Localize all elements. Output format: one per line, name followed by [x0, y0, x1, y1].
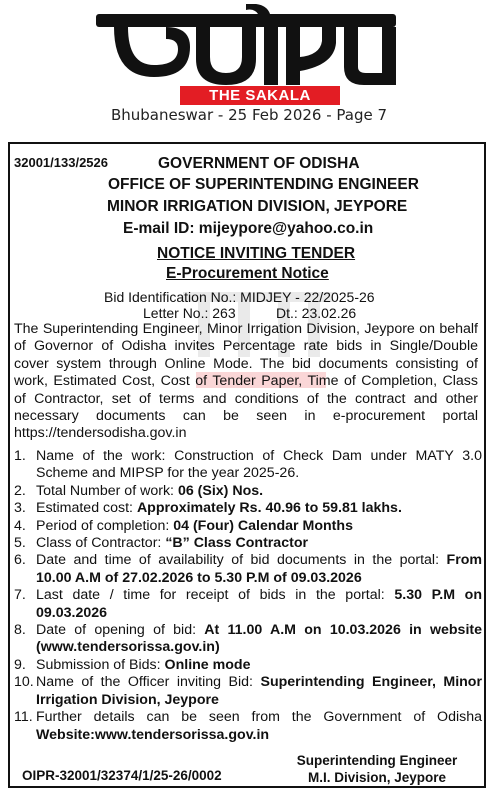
list-item: 3. Estimated cost: Approximately Rs. 40.96 to 59.81 lakhs.	[14, 500, 482, 517]
item-text: Further details can be seen from the Government of Odisha Website:www.tendersorissa.gov.in	[36, 709, 482, 743]
list-item: 10. Name of the Officer inviting Bid: Superintending Engineer, Minor Irrigation Division, Jeypore	[14, 674, 482, 708]
letter-date: Dt.: 23.02.26	[276, 305, 357, 321]
heading-office: OFFICE OF SUPERINTENDING ENGINEER	[108, 176, 419, 193]
notice-title: NOTICE INVITING TENDER	[157, 245, 356, 262]
letter-number: Letter No.: 263	[143, 305, 236, 321]
heading-government: GOVERNMENT OF ODISHA	[158, 155, 360, 172]
masthead-band: THE SAKALA	[180, 86, 340, 105]
signature-block	[282, 752, 472, 786]
bid-identification: Bid Identification No.: MIDJEY - 22/2025-26	[104, 289, 375, 305]
list-item: 1. Name of the work: Construction of Check Dam under MATY 3.0 Scheme and MIPSP for the year 2025-26.	[14, 448, 482, 482]
sakala-logo	[96, 4, 402, 86]
tender-details-list	[14, 448, 482, 744]
item-text: Class of Contractor: “B” Class Contractor	[36, 535, 309, 552]
list-item: 4. Period of completion: 04 (Four) Calendar Months	[14, 518, 482, 535]
reference-number: 32001/133/2526	[14, 155, 108, 170]
list-item: 5. Class of Contractor: “B” Class Contractor	[14, 535, 482, 552]
list-item: 9. Submission of Bids: Online mode	[14, 657, 482, 674]
oipr-number: OIPR-32001/32374/1/25-26/0002	[22, 768, 222, 783]
notice-subtitle: E-Procurement Notice	[166, 265, 329, 282]
intro-paragraph: The Superintending Engineer, Minor Irrigation Division, Jeypore on behalf of Governor of Odisha invites Percentage rate bids in Single/Double cover system through Online Mode. The bid documents consisting of work, Estimated Cost, Cost of Tender Paper, Time of Completion, Class of Contractor, set of terms and conditions of the contract and other necessary documents can be seen in e-procurement portal https://tendersodisha.gov.in	[14, 321, 478, 442]
list-item: 6. Date and time of availability of bid documents in the portal: From 10.00 A.M of 27.02.2026 to 5.30 P.M of 09.03.2026	[14, 552, 482, 586]
item-text: Last date / time for receipt of bids in the portal: 5.30 P.M on 09.03.2026	[36, 587, 482, 621]
item-text: Total Number of work: 06 (Six) Nos.	[36, 482, 264, 499]
item-text: Date and time of availability of bid documents in the portal: From 10.00 A.M of 27.02.2026 to 5.30 P.M of 09.03.2026	[36, 552, 482, 586]
item-text: Estimated cost: Approximately Rs. 40.96 to 59.81 lakhs.	[36, 500, 402, 517]
masthead	[0, 0, 498, 124]
email-line: E-mail ID: mijeypore@yahoo.co.in	[123, 220, 374, 237]
signatory-office: M.I. Division, Jeypore	[307, 770, 447, 785]
item-text: Submission of Bids: Online mode	[36, 656, 251, 673]
item-text: Date of opening of bid: At 11.00 A.M on 10.03.2026 in website (www.tendersorissa.gov.in)	[36, 622, 482, 656]
signatory-title: Superintending Engineer	[296, 753, 458, 768]
dateline: Bhubaneswar - 25 Feb 2026 - Page 7	[110, 106, 388, 124]
item-text: Period of completion: 04 (Four) Calendar Months	[36, 517, 353, 534]
list-item: 7. Last date / time for receipt of bids in the portal: 5.30 P.M on 09.03.2026	[14, 587, 482, 621]
item-text: Name of the Officer inviting Bid: Superintending Engineer, Minor Irrigation Division, Jeypore	[36, 674, 482, 708]
list-item: 8. Date of opening of bid: At 11.00 A.M on 10.03.2026 in website (www.tendersorissa.gov.in)	[14, 622, 482, 656]
heading-division: MINOR IRRIGATION DIVISION, JEYPORE	[107, 198, 408, 215]
item-text: Name of the work: Construction of Check Dam under MATY 3.0 Scheme and MIPSP for the year 2025-26.	[36, 448, 482, 482]
list-item: 2. Total Number of work: 06 (Six) Nos.	[14, 483, 482, 500]
list-item: 11. Further details can be seen from the Government of Odisha Website:www.tendersorissa.gov.in	[14, 709, 482, 743]
